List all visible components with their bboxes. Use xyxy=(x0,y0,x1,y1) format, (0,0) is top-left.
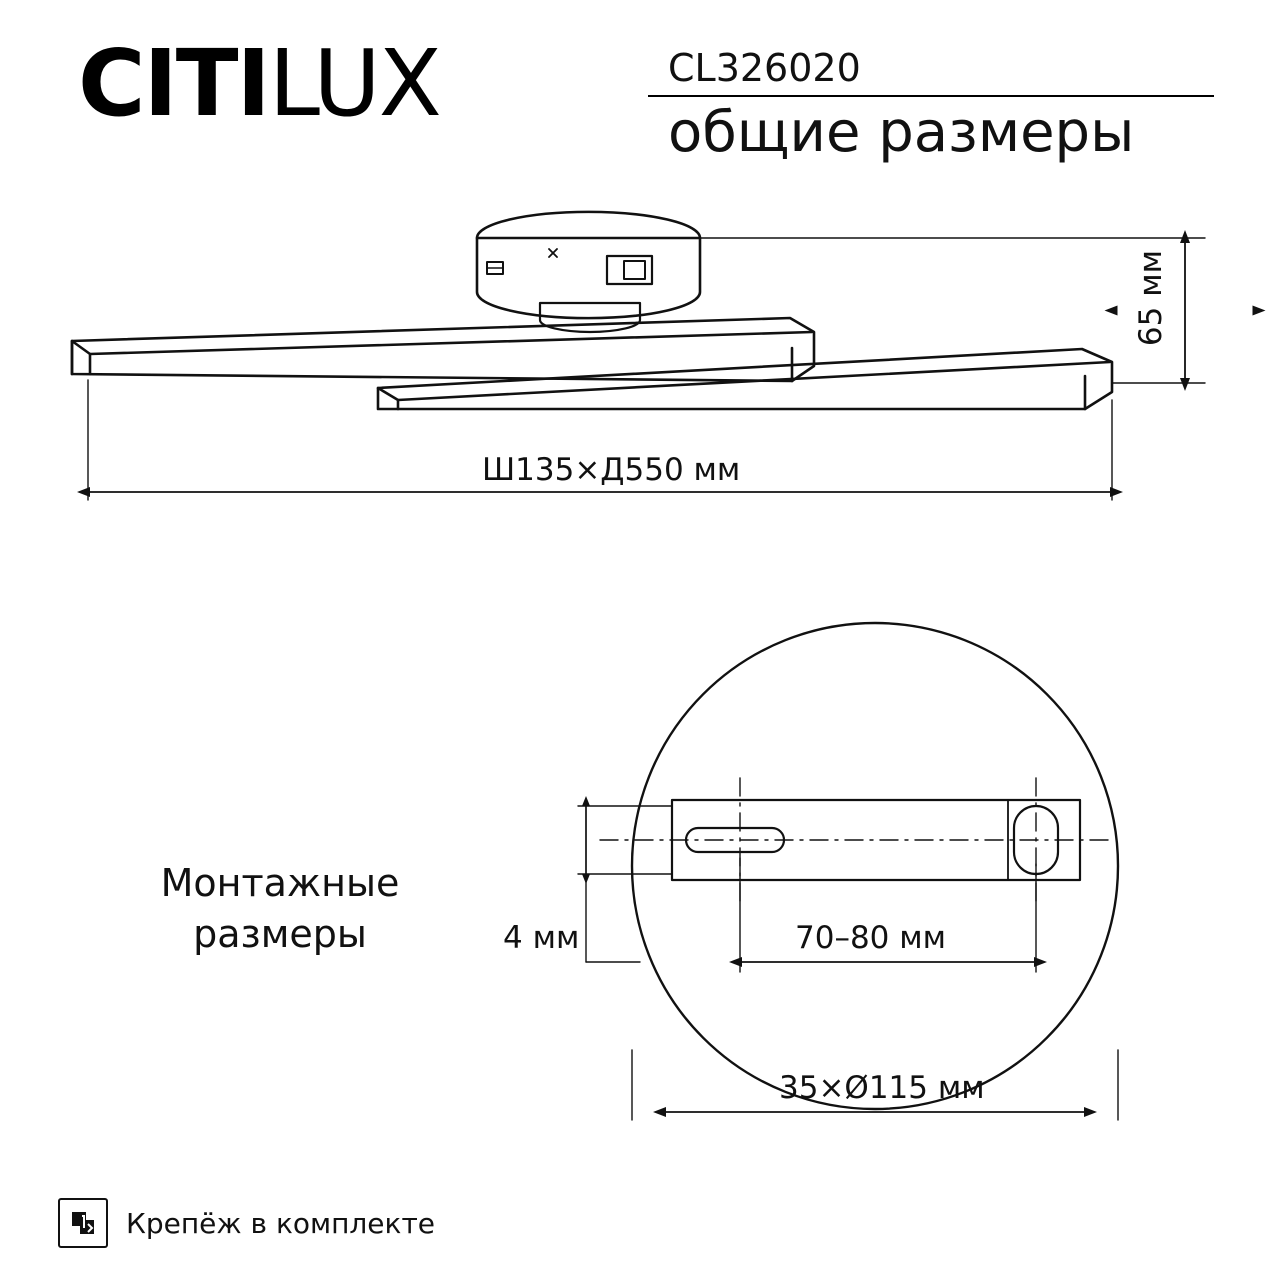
label-plate-thickness: 4 мм xyxy=(503,920,580,956)
fasteners-icon xyxy=(58,1198,108,1248)
dimension-thickness xyxy=(578,806,672,962)
label-hole-spacing: 70–80 мм xyxy=(795,920,947,956)
dimension-height xyxy=(700,238,1253,383)
mounting-base-circle xyxy=(632,623,1118,1109)
footer xyxy=(58,1198,435,1248)
mounting-slot-left xyxy=(686,828,784,852)
fixture-bar-upper xyxy=(72,318,814,381)
brand-logo-light: LUX xyxy=(268,30,440,137)
label-base-diameter: 35×Ø115 мм xyxy=(779,1070,985,1106)
label-overall-dimension: Ш135×Д550 мм xyxy=(482,452,741,488)
mounting-center-lines xyxy=(600,778,1110,905)
model-code: CL326020 xyxy=(668,46,861,90)
label-mounting-title: Монтажные размеры xyxy=(160,861,400,957)
page-title: общие размеры xyxy=(668,100,1135,165)
fixture-side-view xyxy=(477,212,700,332)
brand-logo-bold: CITI xyxy=(78,30,269,137)
label-height-dimension: 65 мм xyxy=(1133,250,1169,347)
footer-text: Крепёж в комплекте xyxy=(126,1206,435,1240)
